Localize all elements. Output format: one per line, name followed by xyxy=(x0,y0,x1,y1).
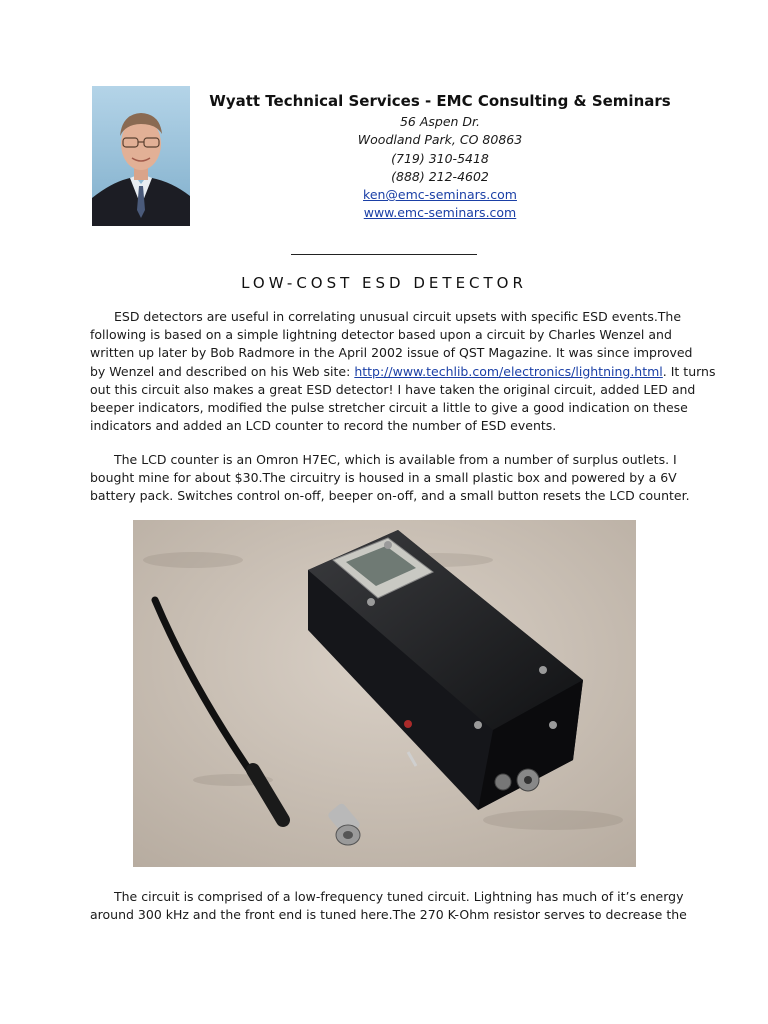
paragraph-intro xyxy=(90,308,716,435)
paragraph-line: bought mine for about $30.The circuitry is housed in a small plastic box and powered by a 6V xyxy=(90,470,677,486)
company-name: Wyatt Technical Services - EMC Consulting & Seminars xyxy=(209,92,671,110)
esd-detector-image xyxy=(133,520,636,867)
city-state-zip: Woodland Park, CO 80863 xyxy=(357,132,523,148)
website-link[interactable]: www.emc-seminars.com xyxy=(363,205,517,221)
paragraph-line: around 300 kHz and the front end is tuned here.The 270 K-Ohm resistor serves to decrease the xyxy=(90,907,687,923)
paragraph-circuit xyxy=(90,888,687,924)
paragraph-line: beeper indicators, modified the pulse stretcher circuit a little to give a good indication on these xyxy=(90,400,688,416)
toll-free-number: (888) 212-4602 xyxy=(391,168,489,184)
email-link[interactable]: ken@emc-seminars.com xyxy=(363,187,517,203)
esd-detector-photo xyxy=(133,520,636,867)
street-address: 56 Aspen Dr. xyxy=(399,114,481,129)
paragraph-line: indicators and added an LCD counter to record the number of ESD events. xyxy=(90,418,557,434)
paragraph-line: The LCD counter is an Omron H7EC, which is available from a number of surplus outlets. I xyxy=(114,452,677,467)
article-title: LOW-COST ESD DETECTOR xyxy=(241,274,527,292)
letterhead xyxy=(200,92,680,223)
text-fragment: by Wenzel and described on his Web site: xyxy=(90,363,355,379)
paragraph-line: battery pack. Switches control on-off, beeper on-off, and a small button resets the LCD counter. xyxy=(90,488,690,504)
phone-number: (719) 310-5418 xyxy=(391,150,489,166)
divider-rule xyxy=(291,254,477,255)
text-fragment: . It turns xyxy=(662,363,716,379)
paragraph-line: written up later by Bob Radmore in the April 2002 issue of QST Magazine. It was since improved xyxy=(90,345,693,361)
techlib-link[interactable]: http://www.techlib.com/electronics/lightning.html xyxy=(354,363,663,379)
paragraph-line: following is based on a simple lightning detector based upon a circuit by Charles Wenzel and xyxy=(90,327,672,343)
paragraph-line: The circuit is comprised of a low-frequency tuned circuit. Lightning has much of it’s energy xyxy=(114,889,684,904)
paragraph-line: out this circuit also makes a great ESD detector! I have taken the original circuit, added LED and xyxy=(90,381,696,397)
paragraph-lcd-counter xyxy=(90,451,690,506)
author-portrait-image xyxy=(92,86,190,226)
paragraph-line: ESD detectors are useful in correlating unusual circuit upsets with specific ESD events.The xyxy=(114,309,682,324)
author-portrait xyxy=(92,86,190,226)
paragraph-line xyxy=(90,363,716,381)
